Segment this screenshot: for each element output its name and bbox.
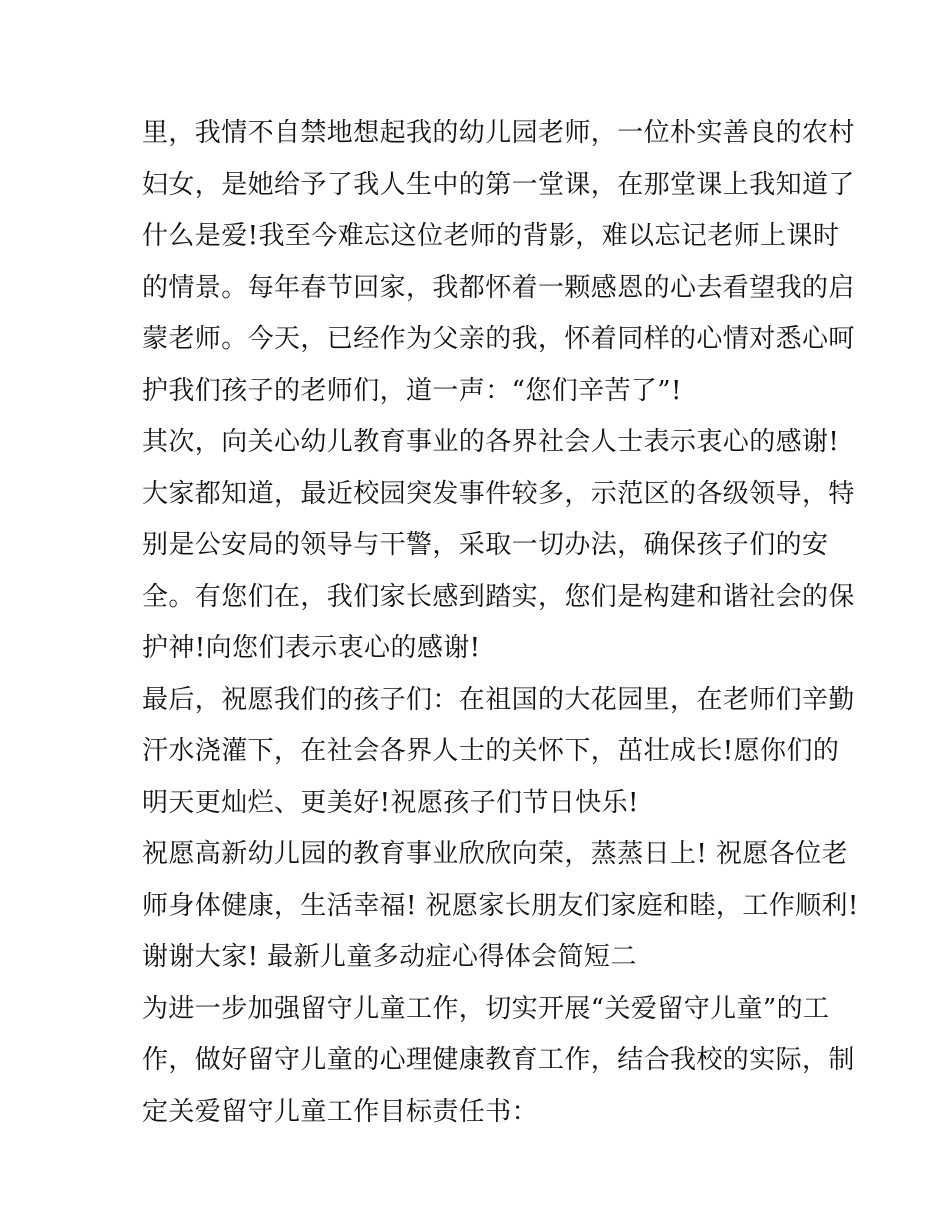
text-line: 护我们孩子的老师们，道一声：“您们辛苦了”! <box>142 375 682 406</box>
text-line: 其次，向关心幼儿教育事业的各界社会人士表示衷心的感谢! <box>142 427 840 457</box>
text-line: 明天更灿烂、更美好!祝愿孩子们节日快乐! <box>142 787 639 818</box>
text-line: 作，做好留守儿童的心理健康教育工作，结合我校的实际，制 <box>142 1045 855 1075</box>
text-line: 什么是爱!我至今难忘这位老师的背影，难以忘记老师上课时 <box>142 221 840 251</box>
text-line: 最后，祝愿我们的孩子们：在祖国的大花园里，在老师们辛勤 <box>142 684 855 715</box>
text-line: 妇女，是她给予了我人生中的第一堂课，在那堂课上我知道了 <box>142 169 855 200</box>
text-line: 全。有您们在，我们家长感到踏实，您们是构建和谐社会的保 <box>142 581 855 612</box>
text-line: 的情景。每年春节回家，我都怀着一颗感恩的心去看望我的启 <box>142 272 855 303</box>
text-line: 护神!向您们表示衷心的感谢! <box>142 633 481 663</box>
text-line: 为进一步加强留守儿童工作，切实开展“关爱留守儿童”的工 <box>142 993 830 1024</box>
text-line: 师身体健康，生活幸福! 祝愿家长朋友们家庭和睦，工作顺利! <box>142 890 859 921</box>
text-line: 蒙老师。今天，已经作为父亲的我，怀着同样的心情对悉心呵 <box>142 324 855 354</box>
text-line: 定关爱留守儿童工作目标责任书： <box>142 1096 539 1127</box>
text-line: 汗水浇灌下，在社会各界人士的关怀下，茁壮成长!愿你们的 <box>142 736 840 766</box>
text-line: 大家都知道，最近校园突发事件较多，示范区的各级领导，特 <box>142 478 855 509</box>
text-line: 谢谢大家! 最新儿童多动症心得体会简短二 <box>142 942 637 972</box>
text-line: 祝愿高新幼儿园的教育事业欣欣向荣，蒸蒸日上! 祝愿各位老 <box>142 839 848 869</box>
text-line: 别是公安局的领导与干警，采取一切办法，确保孩子们的安 <box>142 530 829 560</box>
text-line: 里，我情不自禁地想起我的幼儿园老师，一位朴实善良的农村 <box>142 118 855 148</box>
document-body <box>142 108 859 1138</box>
